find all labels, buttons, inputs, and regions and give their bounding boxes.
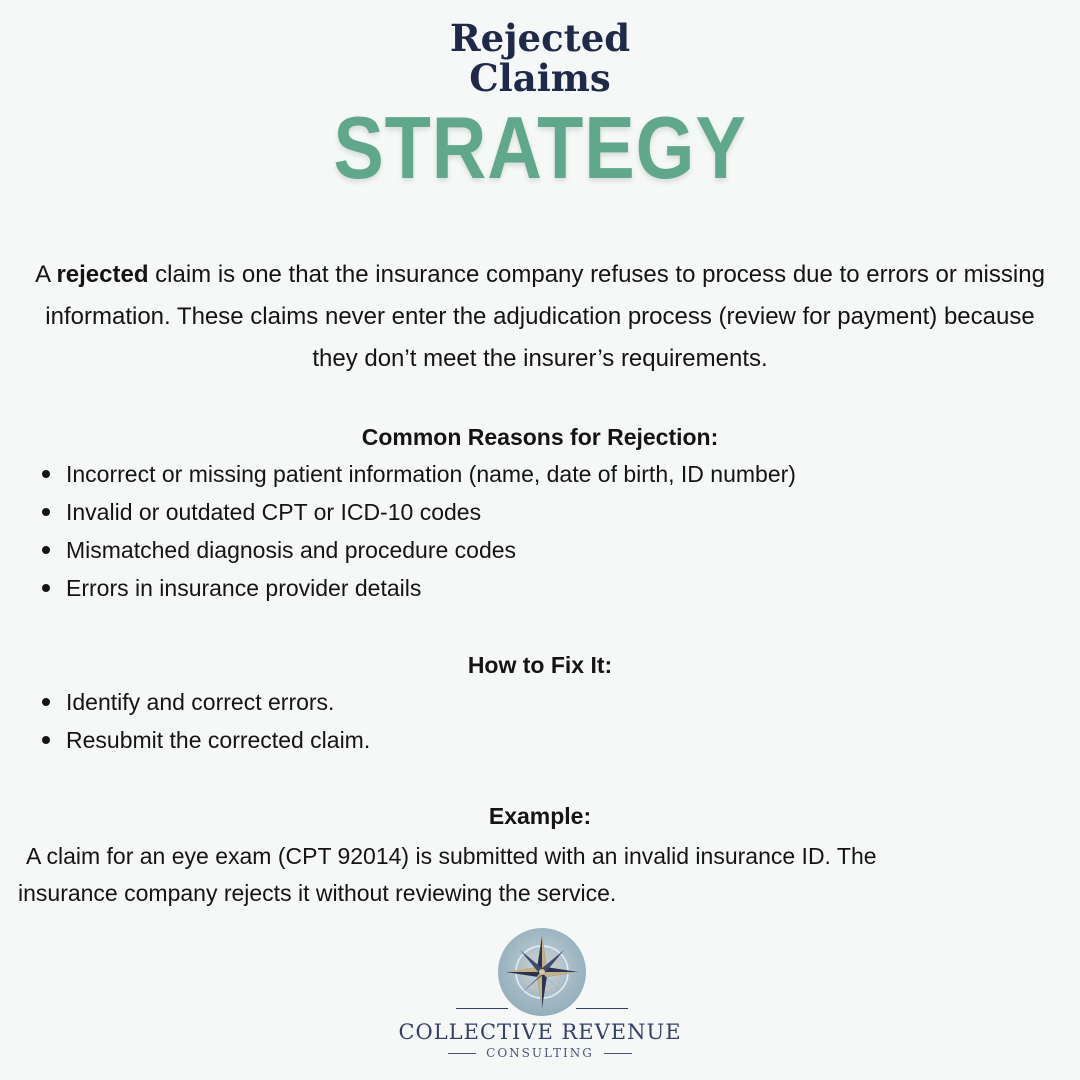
list-item: Errors in insurance provider details [66, 569, 1056, 607]
list-item: Incorrect or missing patient information (name, date of birth, ID number) [66, 455, 1056, 493]
list-item: Invalid or outdated CPT or ICD-10 codes [66, 493, 1056, 531]
tagline-dash-left [448, 1053, 476, 1054]
company-tagline-row [0, 1046, 1080, 1060]
title-strategy: STRATEGY [333, 98, 747, 197]
intro-prefix: A [35, 261, 57, 288]
reasons-list [66, 455, 1056, 607]
company-logo [0, 926, 1080, 1076]
compass-rose-icon [498, 928, 586, 1016]
intro-bold-word: rejected [56, 261, 149, 288]
tagline-dash-right [604, 1053, 632, 1054]
reasons-heading: Common Reasons for Rejection: [361, 424, 719, 450]
company-tagline: CONSULTING [486, 1046, 594, 1060]
example-heading: Example: [488, 803, 592, 829]
intro-paragraph [20, 254, 1060, 380]
list-item: Resubmit the corrected claim. [66, 721, 1056, 759]
logo-rule-left [456, 1008, 508, 1009]
fix-heading: How to Fix It: [467, 652, 613, 678]
example-text [18, 838, 1058, 912]
fix-list [66, 683, 1056, 759]
list-item: Mismatched diagnosis and procedure codes [66, 531, 1056, 569]
example-line-1: A claim for an eye exam (CPT 92014) is submitted with an invalid insurance ID. The [26, 843, 877, 869]
example-line-2: insurance company rejects it without reviewing the service. [18, 880, 617, 906]
list-item: Identify and correct errors. [66, 683, 1056, 721]
company-name: COLLECTIVE REVENUE [398, 1020, 682, 1044]
logo-rule-right [576, 1008, 628, 1009]
title-claims: Claims [469, 56, 611, 100]
intro-rest: claim is one that the insurance company refuses to process due to errors or missing information. These claims never enter the adjudication process (review for payment) because they don’t meet the insurer’s requirements. [45, 261, 1045, 372]
title-rejected: Rejected [449, 16, 631, 60]
